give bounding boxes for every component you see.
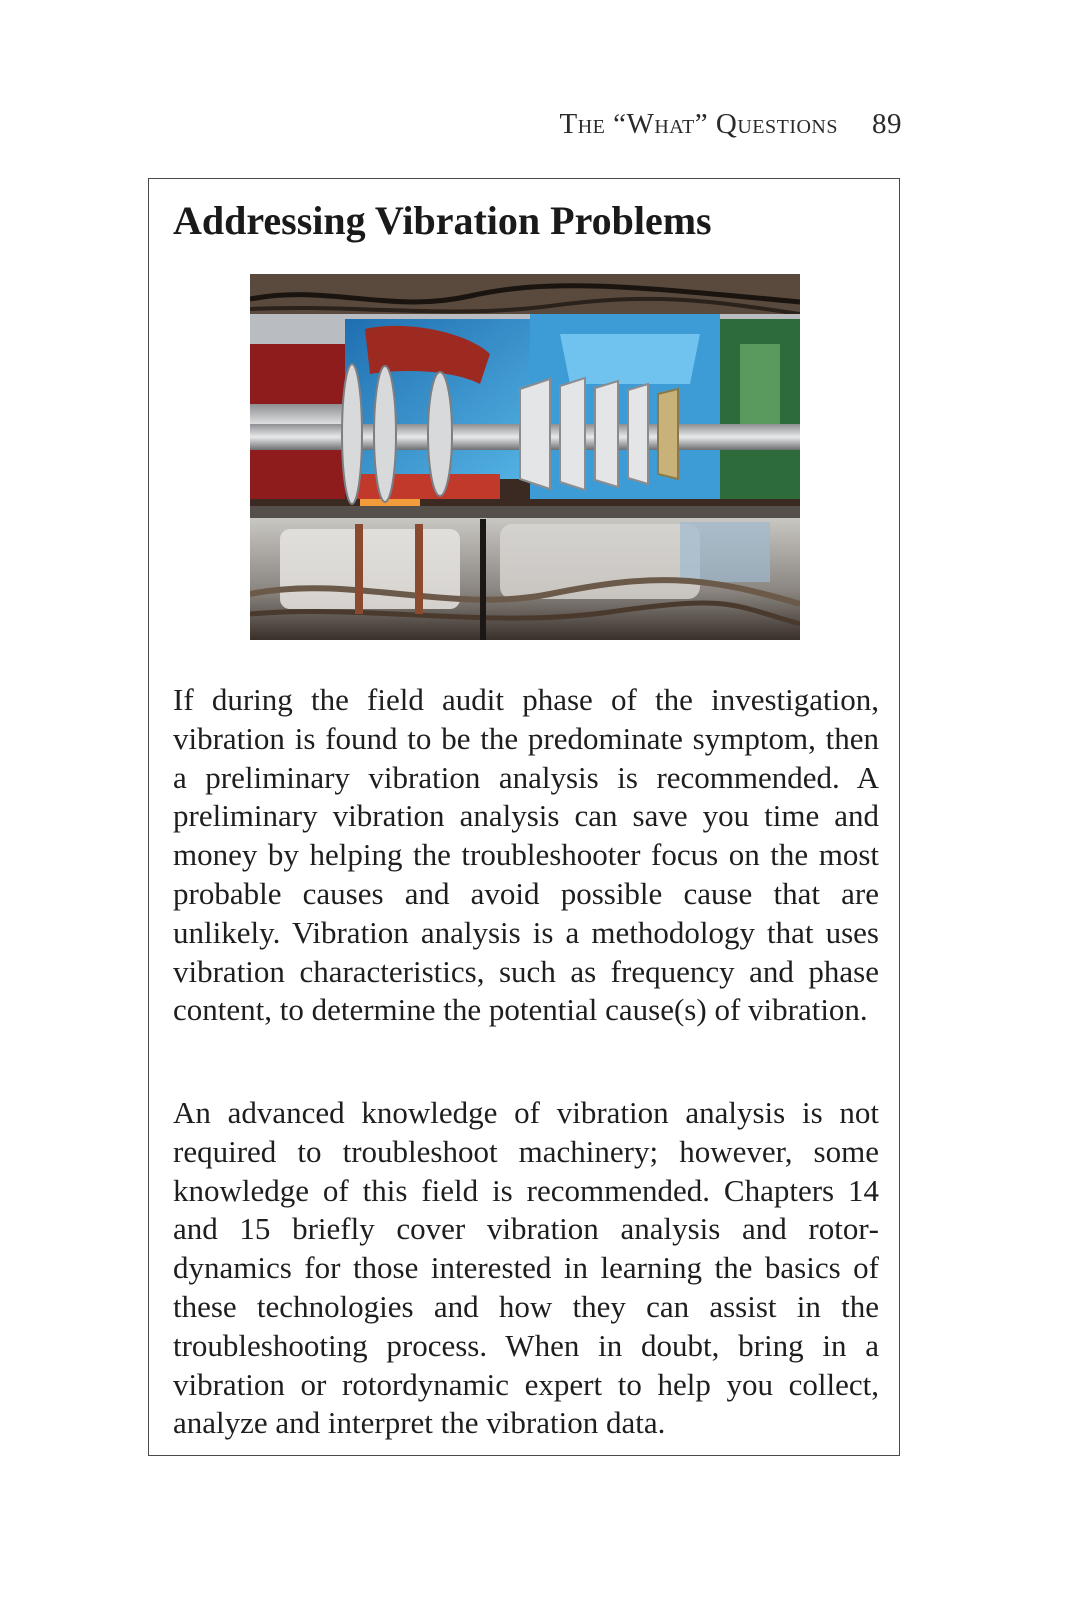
paragraph-2: An advanced knowledge of vibration analysis is not required to troubleshoot machinery; however, some knowledge of this field is recommended. Chapters 14 and 15 briefly cover vibration analysis and rotordynamics for those interested in learning the basics of these technologies and how they can assist in the troubleshooting process. When in doubt, bring in a vibration or rotordynamic expert to help you collect, analyze and interpret the vibration data. xyxy=(173,1095,879,1441)
page-number: 89 xyxy=(872,108,902,140)
sidebar-title: Addressing Vibration Problems xyxy=(173,198,712,243)
running-head xyxy=(560,108,903,141)
sidebar-box xyxy=(148,178,900,1456)
paragraph-1: If during the field audit phase of the investigation, vibration is found to be the predominate symptom, then a preliminary vibration analysis is recommended. A preliminary vibration analysis can save you time and money by helping the troubleshooter focus on the most probable causes and avoid possible cause that are unlikely. Vibration analysis is a methodology that uses vibration characteristics, such as frequency and phase content, to determine the potential cause(s) of vibration. xyxy=(173,682,879,1028)
turbine-engine-cutaway-photo xyxy=(250,274,800,640)
running-title: The “What” Questions xyxy=(559,108,838,140)
